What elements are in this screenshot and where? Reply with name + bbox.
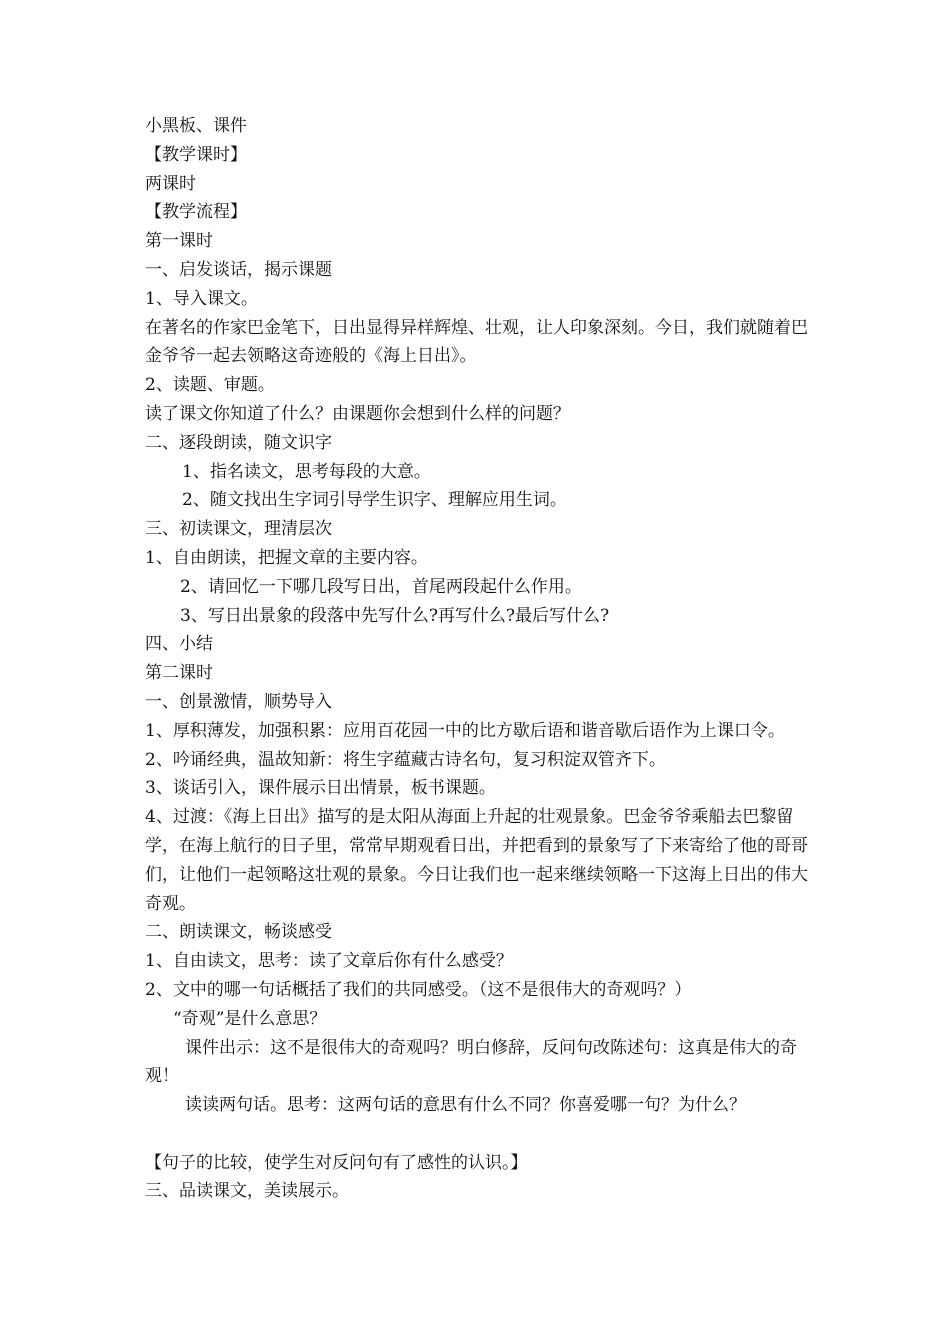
step-heading: 一、创景激情，顺势导入 — [145, 691, 332, 712]
step-heading: 二、朗读课文，畅谈感受 — [145, 922, 332, 943]
step-item: 2、文中的哪一句话概括了我们的共同感受。（这不是很伟大的奇观吗？） — [145, 979, 692, 1000]
section-heading-teaching-hours: 【教学课时】 — [145, 144, 247, 165]
paragraph: 读读两句话。思考：这两句话的意思有什么不同？你喜爱哪一句？为什么？ — [185, 1095, 746, 1116]
step-heading: 二、逐段朗读，随文识字 — [145, 432, 332, 453]
step-item: 1、导入课文。 — [145, 288, 258, 309]
section-heading-teaching-process: 【教学流程】 — [145, 202, 247, 223]
step-item: 1、指名读文，思考每段的大意。 — [182, 461, 431, 482]
step-heading: 三、品读课文，美读展示。 — [145, 1181, 349, 1202]
blank-line — [145, 1120, 815, 1149]
document-page — [145, 112, 815, 1206]
materials-line: 小黑板、课件 — [145, 116, 247, 136]
paragraph: 课件出示：这不是很伟大的奇观吗？明白修辞，反问句改陈述句：这真是伟大的奇观！ — [145, 1037, 797, 1087]
paragraph: 在著名的作家巴金笔下，日出显得异样辉煌、壮观，让人印象深刻。今日，我们就随着巴金爷爷一起去领略这奇迹般的《海上日出》。 — [145, 317, 808, 367]
step-item: 4、过渡：《海上日出》描写的是太阳从海面上升起的壮观景象。巴金爷爷乘船去巴黎留学，在海上航行的日子里，常常早期观看日出，并把看到的景象写了下来寄给了他的哥哥们，让他们一起领略这壮观的景象。今日让我们也一起来继续领略一下这海上日出的伟大奇观。 — [145, 807, 808, 914]
step-item: 3、写日出景象的段落中先写什么?再写什么?最后写什么? — [180, 605, 610, 626]
note-line: 【句子的比较，使学生对反问句有了感性的认识。】 — [145, 1152, 528, 1173]
step-item: 2、读题、审题。 — [145, 375, 275, 396]
step-heading: 四、小结 — [145, 634, 213, 655]
step-item: 2、随文找出生字词引导学生识字、理解应用生词。 — [182, 490, 567, 511]
step-item: 2、请回忆一下哪几段写日出，首尾两段起什么作用。 — [180, 576, 582, 597]
step-item: 2、吟诵经典，温故知新：将生字蕴藏古诗名句，复习积淀双管齐下。 — [145, 749, 666, 770]
paragraph: “奇观”是什么意思？ — [173, 1008, 327, 1029]
step-item: 1、自由读文，思考：读了文章后你有什么感受？ — [145, 951, 513, 972]
teaching-hours-value: 两课时 — [145, 173, 196, 194]
step-item: 3、谈话引入，课件展示日出情景，板书课题。 — [145, 778, 496, 799]
step-item: 1、厚积薄发，加强积累：应用百花园一中的比方歇后语和谐音歇后语作为上课口令。 — [145, 720, 785, 741]
lesson-one-heading: 第一课时 — [145, 231, 213, 252]
lesson-two-heading: 第二课时 — [145, 663, 213, 684]
step-heading: 三、初读课文，理清层次 — [145, 519, 332, 540]
step-item: 1、自由朗读，把握文章的主要内容。 — [145, 547, 428, 568]
step-heading: 一、启发谈话，揭示课题 — [145, 259, 332, 280]
paragraph: 读了课文你知道了什么？由课题你会想到什么样的问题？ — [145, 403, 570, 424]
